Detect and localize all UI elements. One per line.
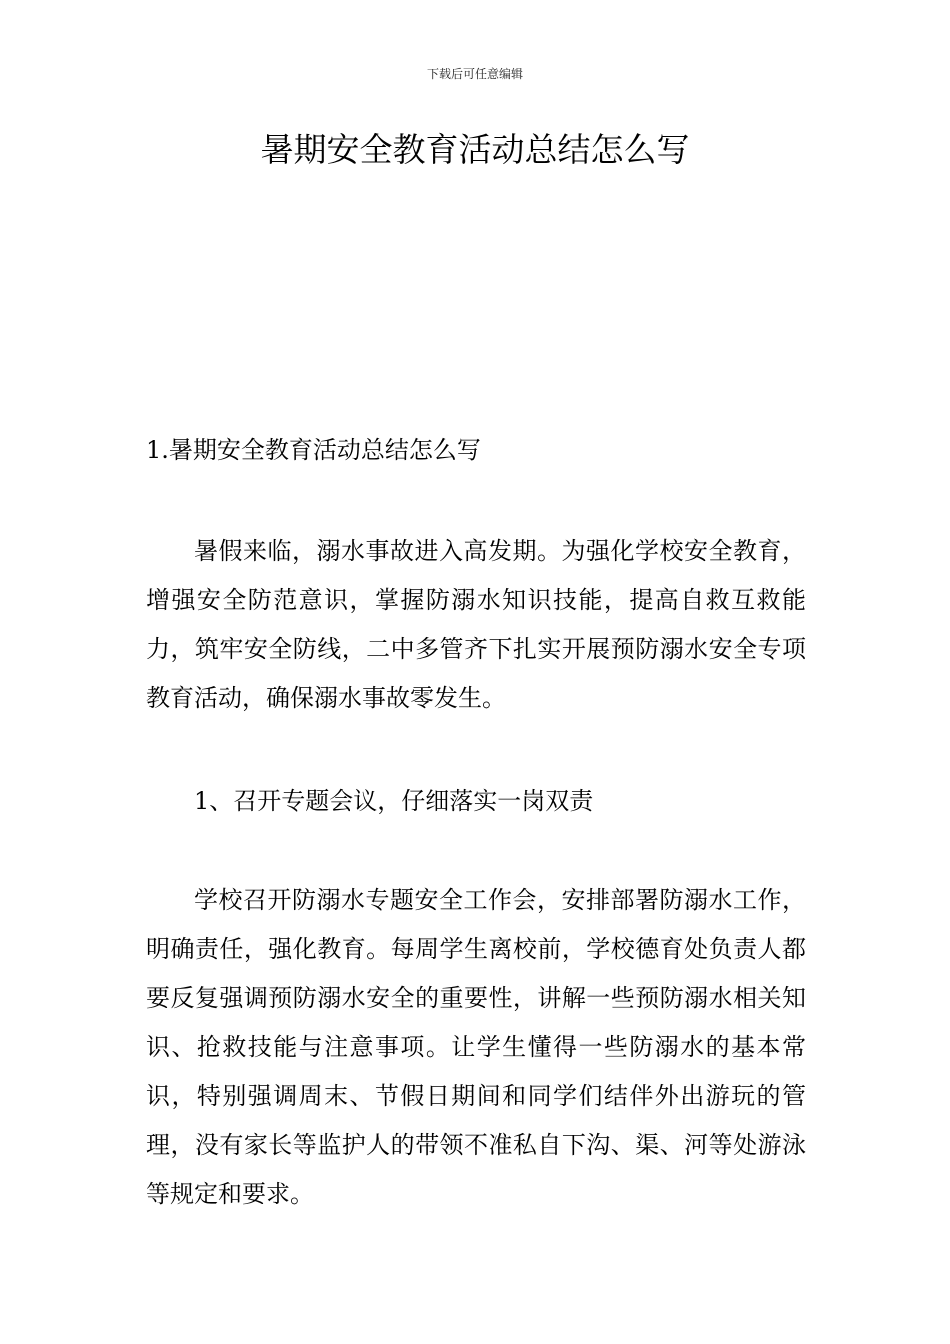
document-title: 暑期安全教育活动总结怎么写	[260, 130, 690, 169]
sub-heading-meeting: 1、召开专题会议，仔细落实一岗双责	[194, 787, 594, 815]
section-heading: 1.暑期安全教育活动总结怎么写	[146, 436, 481, 464]
header-note: 下载后可任意编辑	[426, 67, 523, 81]
paragraph-intro: 暑假来临，溺水事故进入高发期。为强化学校安全教育，增强安全防范意识，掌握防溺水知识技能，提高自救互救能力，筑牢安全防线，二中多管齐下扎实开展预防溺水安全专项教育活动，确保溺水事故零发生。	[146, 537, 806, 712]
paragraph-meeting: 学校召开防溺水专题安全工作会，安排部署防溺水工作，明确责任，强化教育。每周学生离校前，学校德育处负责人都要反复强调预防溺水安全的重要性，讲解一些预防溺水相关知识、抢救技能与注意事项。让学生懂得一些防溺水的基本常识，特别强调周末、节假日期间和同学们结伴外出游玩的管理，没有家长等监护人的带领不准私自下沟、渠、河等处游泳等规定和要求。	[146, 886, 806, 1208]
